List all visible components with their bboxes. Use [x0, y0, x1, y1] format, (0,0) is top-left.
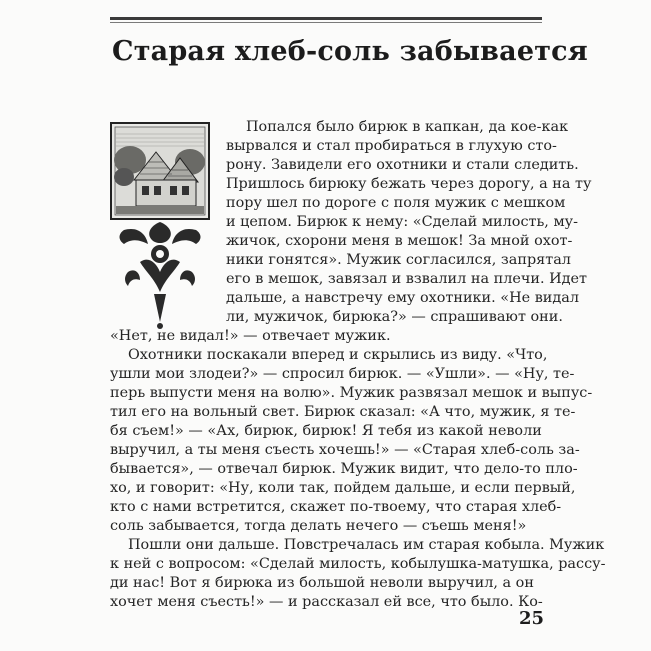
text-line: соль забывается, тогда делать нечего — съешь меня!» — [110, 518, 527, 534]
text-line: тил его на вольный свет. Бирюк сказал: «А что, мужик, я те- — [110, 404, 576, 420]
text-line: рону. Завидели его охотники и стали следить. — [226, 157, 579, 173]
text-line: его в мешок, завязал и взвалил на плечи. Идет — [226, 271, 588, 287]
text-line: вырвался и стал пробираться в глухую сто- — [226, 138, 557, 154]
text-line: перь выпусти меня на волю». Мужик развязал мешок и выпус- — [110, 385, 593, 401]
text-line: Пришлось бирюку бежать через дорогу, а на ту — [226, 176, 592, 192]
text-line: дальше, а навстречу ему охотники. «Не видал — [226, 290, 579, 306]
text-line: «Нет, не видал!» — отвечает мужик. — [110, 328, 391, 344]
text-line: бывается», — отвечал бирюк. Мужик видит, что дело-то пло- — [110, 461, 578, 477]
text-line: кто с нами встретится, скажет по-твоему, что старая хлеб- — [110, 499, 562, 515]
text-line: ники гонятся». Мужик согласился, запрятал — [226, 252, 571, 268]
text-line: Попался было бирюк в капкан, да кое-как — [246, 119, 569, 135]
house-with-ornament-icon — [110, 122, 210, 332]
text-line: выручил, а ты меня съесть хочешь!» — «Старая хлеб-соль за- — [110, 442, 580, 458]
text-line: ди нас! Вот я бирюка из большой неволи выручил, а он — [110, 575, 534, 591]
text-line: Охотники поскакали вперед и скрылись из виду. «Что, — [128, 347, 548, 363]
page-number: 25 — [519, 608, 545, 629]
text-line: и цепом. Бирюк к нему: «Сделай милость, му- — [226, 214, 578, 230]
text-line: пору шел по дороге с поля мужик с мешком — [226, 195, 566, 211]
chapter-title: Старая хлеб-соль забывается — [112, 36, 588, 67]
text-line: хочет меня съесть!» — и рассказал ей все, что было. Ко- — [110, 594, 543, 610]
text-line: Пошли они дальше. Повстречалась им старая кобыла. Мужик — [128, 537, 605, 553]
text-line: жичок, схорони меня в мешок! За мной охот- — [226, 233, 573, 249]
text-line: ли, мужичок, бирюка?» — спрашивают они. — [226, 309, 563, 325]
text-line: хо, и говорит: «Ну, коли так, пойдем дальше, и если первый, — [110, 480, 576, 496]
header-rule-thin — [110, 22, 542, 23]
text-line: бя съем!» — «Ах, бирюк, бирюк! Я тебя из какой неволи — [110, 423, 542, 439]
header-rule — [110, 17, 542, 20]
text-line: ушли мои злодеи?» — спросил бирюк. — «Ушли». — «Ну, те- — [110, 366, 575, 382]
text-line: к ней с вопросом: «Сделай милость, кобылушка-матушка, рассу- — [110, 556, 606, 572]
